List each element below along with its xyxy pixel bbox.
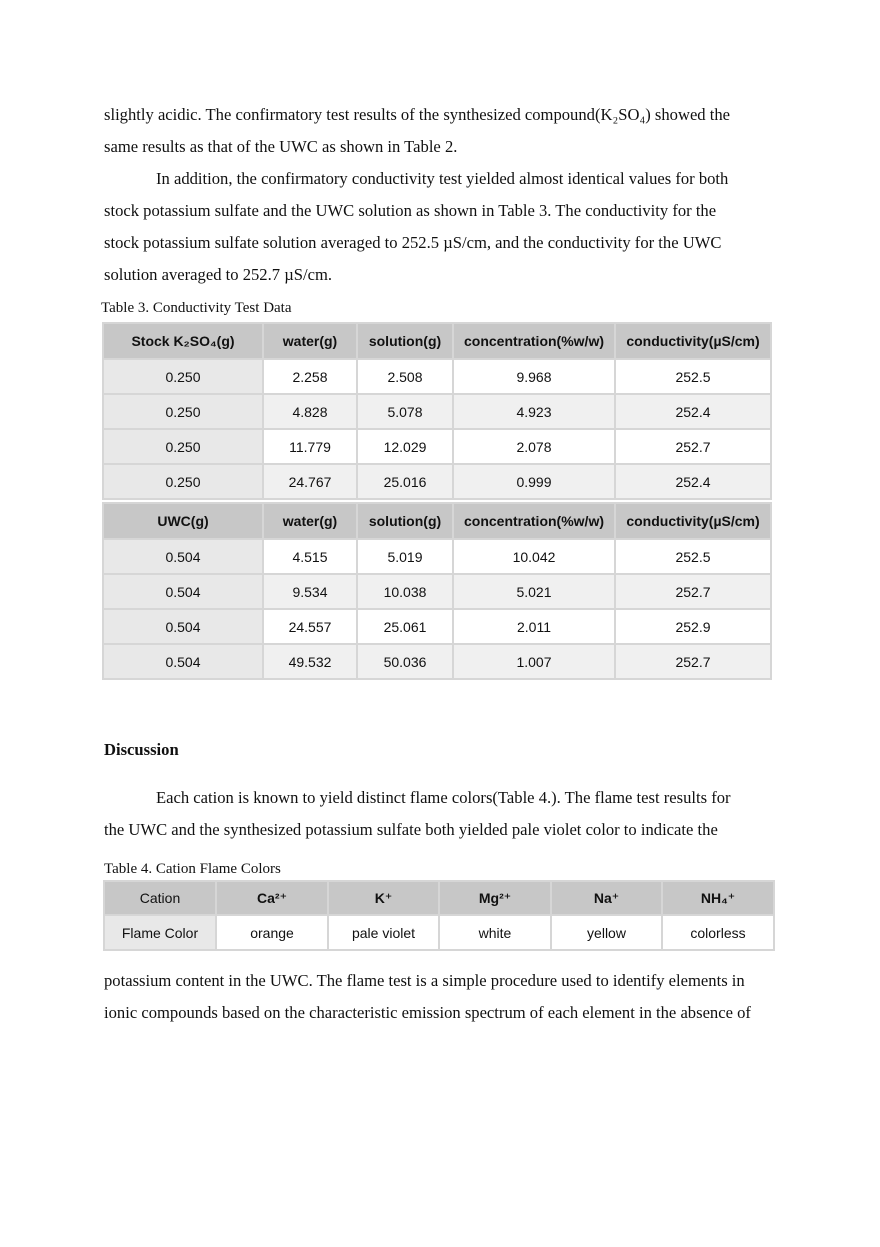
discussion-heading: Discussion: [104, 740, 179, 759]
table-header-row: [103, 503, 771, 539]
header-cell: solution(g): [357, 323, 453, 359]
table-row: [104, 915, 774, 950]
header-cell: Mg²⁺: [439, 881, 551, 915]
table-cell: Flame Color: [104, 915, 216, 950]
header-cell: K⁺: [328, 881, 439, 915]
header-cell: Stock K₂SO₄(g): [103, 323, 263, 359]
table-cell: 252.7: [615, 644, 771, 679]
table-cell: 0.999: [453, 464, 615, 499]
table-cell: 9.968: [453, 359, 615, 394]
table-cell: 5.078: [357, 394, 453, 429]
header-cell: conductivity(µS/cm): [615, 503, 771, 539]
table-row: [103, 359, 771, 394]
table-cell: 0.250: [103, 394, 263, 429]
table-cell: orange: [216, 915, 328, 950]
header-cell: NH₄⁺: [662, 881, 774, 915]
table-cell: 25.016: [357, 464, 453, 499]
header-cell: Na⁺: [551, 881, 662, 915]
table-cell: 24.767: [263, 464, 357, 499]
paragraph-line: In addition, the confirmatory conductivity test yielded almost identical values for both: [156, 169, 729, 188]
table-cell: 4.923: [453, 394, 615, 429]
table-cell: yellow: [551, 915, 662, 950]
table-cell: 0.504: [103, 609, 263, 644]
table-cell: 4.515: [263, 539, 357, 574]
header-cell: water(g): [263, 323, 357, 359]
table3-uwc-table: [102, 502, 772, 680]
table-cell: 5.021: [453, 574, 615, 609]
table3-caption: Table 3. Conductivity Test Data: [101, 300, 292, 316]
table-cell: 252.9: [615, 609, 771, 644]
paragraph-line: solution averaged to 252.7 µS/cm.: [104, 265, 333, 284]
header-cell: Cation: [104, 881, 216, 915]
table-cell: 0.250: [103, 429, 263, 464]
paragraph-line: same results as that of the UWC as shown in Table 2.: [104, 137, 458, 156]
discussion-paragraph: [104, 782, 776, 846]
header-cell: Ca²⁺: [216, 881, 328, 915]
table3-stock-table: [102, 322, 772, 500]
flame-test-paragraph: [104, 965, 776, 1029]
header-cell: solution(g): [357, 503, 453, 539]
table-cell: 252.4: [615, 464, 771, 499]
table-row: [103, 394, 771, 429]
table-cell: white: [439, 915, 551, 950]
table-cell: 2.258: [263, 359, 357, 394]
table-row: [103, 464, 771, 499]
header-cell: UWC(g): [103, 503, 263, 539]
table-row: [103, 539, 771, 574]
table-row: [103, 644, 771, 679]
table-cell: 0.504: [103, 644, 263, 679]
table-cell: 0.504: [103, 574, 263, 609]
paragraph-line: stock potassium sulfate and the UWC solution as shown in Table 3. The conductivity for the: [104, 201, 717, 220]
paragraph-line: stock potassium sulfate solution averaged to 252.5 µS/cm, and the conductivity for the UWC: [104, 233, 722, 252]
table-cell: 24.557: [263, 609, 357, 644]
table-cell: 252.5: [615, 359, 771, 394]
header-cell: concentration(%w/w): [453, 323, 615, 359]
table-cell: 252.7: [615, 574, 771, 609]
table-cell: 10.038: [357, 574, 453, 609]
table-cell: 2.078: [453, 429, 615, 464]
paragraph-line: ionic compounds based on the characteristic emission spectrum of each element in the absence of: [104, 1003, 751, 1022]
table-cell: 25.061: [357, 609, 453, 644]
results-paragraph: [104, 99, 776, 291]
table-cell: 5.019: [357, 539, 453, 574]
table-cell: 10.042: [453, 539, 615, 574]
table-cell: colorless: [662, 915, 774, 950]
paragraph-line: potassium content in the UWC. The flame test is a simple procedure used to identify elements in: [104, 971, 745, 990]
table-cell: 0.250: [103, 359, 263, 394]
table-header-row: [103, 323, 771, 359]
table-cell: 1.007: [453, 644, 615, 679]
paragraph-line: slightly acidic. The confirmatory test results of the synthesized compound(K₂SO₄) showed the: [104, 105, 731, 124]
paragraph-line: Each cation is known to yield distinct flame colors(Table 4.). The flame test results for: [156, 788, 731, 807]
table-row: [103, 609, 771, 644]
header-cell: water(g): [263, 503, 357, 539]
table4-flame-colors: [103, 880, 775, 951]
table-row: [103, 574, 771, 609]
table4-caption: Table 4. Cation Flame Colors: [104, 861, 281, 877]
table-cell: pale violet: [328, 915, 439, 950]
table-cell: 11.779: [263, 429, 357, 464]
table-cell: 9.534: [263, 574, 357, 609]
table-cell: 4.828: [263, 394, 357, 429]
table-header-row: [104, 881, 774, 915]
table-cell: 252.5: [615, 539, 771, 574]
table-cell: 0.250: [103, 464, 263, 499]
table-cell: 2.011: [453, 609, 615, 644]
table-cell: 2.508: [357, 359, 453, 394]
paragraph-line: the UWC and the synthesized potassium sulfate both yielded pale violet color to indicate the: [104, 820, 718, 839]
table-cell: 252.4: [615, 394, 771, 429]
table-cell: 12.029: [357, 429, 453, 464]
table-cell: 50.036: [357, 644, 453, 679]
table-cell: 0.504: [103, 539, 263, 574]
header-cell: conductivity(µS/cm): [615, 323, 771, 359]
table-row: [103, 429, 771, 464]
table-cell: 252.7: [615, 429, 771, 464]
table-cell: 49.532: [263, 644, 357, 679]
header-cell: concentration(%w/w): [453, 503, 615, 539]
